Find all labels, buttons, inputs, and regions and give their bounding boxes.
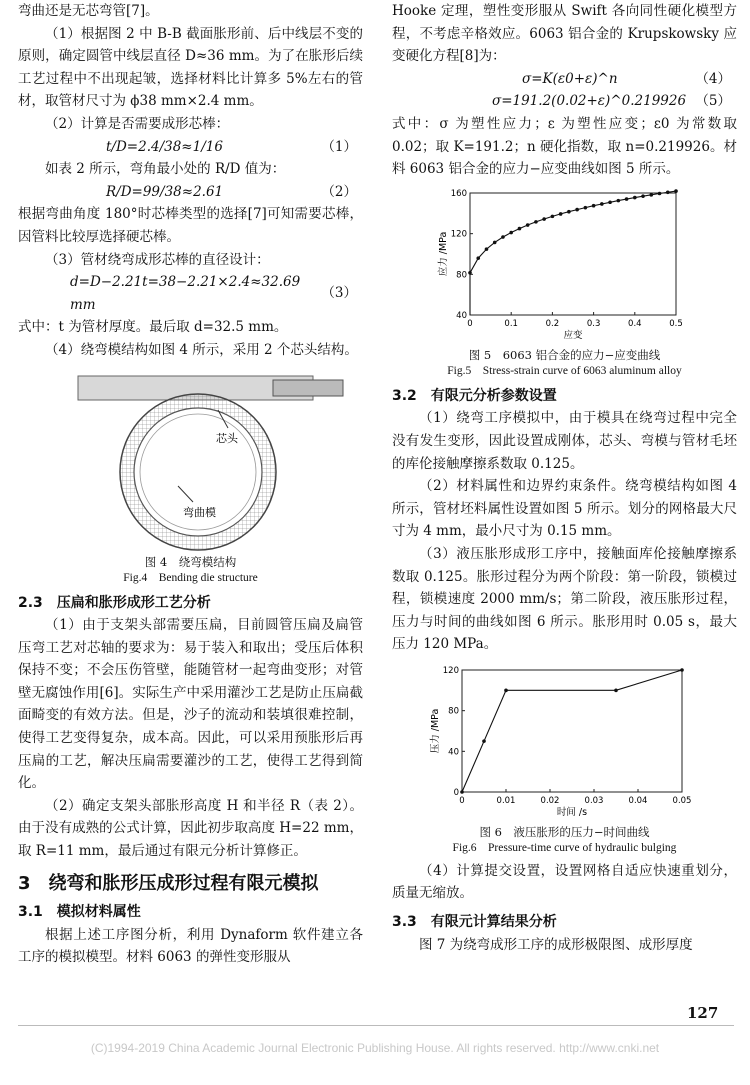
x-tick-label: 0.04 [628,795,648,806]
y-tick-label: 0 [453,787,459,798]
y-tick-label: 80 [448,706,459,717]
section-heading: 3.1 模拟材料属性 [18,904,141,921]
equation-4: σ=K(ε0+ε)^n （4） [522,70,731,87]
y-axis-label: 应力 /MPa [438,231,449,277]
data-point [584,206,588,210]
paragraph: （3）液压胀形成形工序中，接触面库伦接触摩擦系数取 0.125。胀形过程分为两个阶段：第一阶段，锁模过程，锁模速度 2000 mm/s；第二阶段，液压胀形过程，压力与时间的曲线如图 6 所示。胀形用时 0.05 s，最大压力 120 MPa。 [392,545,737,653]
y-tick-label: 120 [442,665,459,676]
paragraph: （3）管材绕弯成形芯棒的直径设计： [45,251,270,268]
data-point [674,189,678,193]
paragraph: 式中：t 为管材厚度。最后取 d=32.5 mm。 [18,319,288,336]
x-axis-label: 应变 [563,329,583,341]
data-point [509,230,513,234]
data-point [559,212,563,216]
section-heading: 3.3 有限元计算结果分析 [392,914,557,931]
y-tick-label: 40 [448,747,459,758]
plot-frame [470,193,676,315]
data-point [482,739,486,743]
page-number: 127 [687,1004,719,1022]
data-point [504,688,508,692]
data-point [608,200,612,204]
series-line [470,191,676,315]
label-bending-die: 弯曲模 [183,505,216,519]
x-axis-label: 时间 /s [556,806,588,818]
pressure-time-chart [392,664,737,824]
data-point [600,202,604,206]
figure-4-caption: 图 4 绕弯模结构 [144,554,237,569]
footer-rule [18,1025,734,1026]
section-heading: 3.2 有限元分析参数设置 [392,387,557,404]
data-point [658,191,662,195]
y-tick-label: 120 [450,229,467,240]
y-axis-label: 压力 /MPa [430,708,441,754]
figure-4 [18,372,363,554]
left-column [18,0,363,969]
data-point [680,668,684,672]
equation-2: R/D=99/38≈2.61 （2） [106,183,357,200]
label-core-head: 芯头 [216,431,238,445]
paragraph: （1）根据图 2 中 B-B 截面胀形前、后中线层不变的原则，确定圆管中线层直径 D≈36 mm。为了在胀形后续工艺过程中不出现起皱，选择材料比计算多 5%左右的管材，取管材尺寸为 ϕ38 mm×2.4 mm。 [18,25,363,110]
data-point [649,193,653,197]
paragraph: 根据弯曲角度 180°时芯棒类型的选择[7]可知需要芯棒，因管料比较厚选择硬芯棒。 [18,206,363,245]
figure-5-caption: 图 5 6063 铝合金的应力−应变曲线 [468,347,661,362]
data-point [592,204,596,208]
x-tick-label: 0.03 [584,795,604,806]
x-tick-label: 0.02 [540,795,560,806]
data-point [476,256,480,260]
equation-1: t/D=2.4/38≈1/16 （1） [106,138,357,155]
data-point [666,190,670,194]
data-point [551,214,555,218]
x-tick-label: 0.3 [586,318,601,329]
data-point [460,790,464,794]
paragraph: 如表 2 所示，弯角最小处的 R/D 值为： [45,161,286,178]
paragraph: （1）绕弯工序模拟中，由于模具在绕弯过程中完全没有发生变形，因此设置成刚体，芯头、弯模与管材毛坯的库伦接触摩擦系数取 0.125。 [392,410,737,472]
paragraph: （2）计算是否需要成形芯棒： [45,115,230,132]
figure-4-caption-en: Fig.4 Bending die structure [123,571,258,584]
paragraph: Hooke 定理，塑性变形服从 Swift 各向同性硬化模型方程，不考虑辛格效应。6063 铝合金的 Krupskowsky 应变硬化方程[8]为： [392,3,737,65]
x-tick-label: 0.2 [545,318,560,329]
x-tick-label: 0.05 [672,795,692,806]
data-point [518,227,522,231]
x-tick-label: 0 [467,318,473,329]
x-tick-label: 0.1 [504,318,518,329]
figure-5 [392,187,737,347]
data-point [617,199,621,203]
paragraph: （2）确定支架头部胀形高度 H 和半径 R（表 2）。由于没有成熟的公式计算，因此初步取高度 H=22 mm，取 R=11 mm，最后通过有限元分析计算修正。 [18,797,363,860]
data-point [493,240,497,244]
data-point [534,220,538,224]
figure-6-caption-en: Fig.6 Pressure-time curve of hydraulic bulging [452,841,677,854]
equation-5: σ=191.2(0.02+ε)^0.219926 （5） [492,93,731,110]
section-heading: 2.3 压扁和胀形成形工艺分析 [18,594,211,611]
paragraph: （4）计算提交设置，设置网格自适应快速重划分，质量无缩放。 [392,862,737,902]
data-point [614,688,618,692]
equation-3: d=D−2.21t=38−2.21×2.4≈32.69 mm （3） [70,274,357,313]
x-tick-label: 0.5 [669,318,683,329]
paragraph: 弯曲还是无芯弯管[7]。 [18,3,159,19]
data-point [633,196,637,200]
paragraph: 式中：σ 为塑性应力；ε 为塑性应变；ε0 为常数取 0.02；取 K=191.2；n 硬化指数，取 n=0.219926。材料 6063 铝合金的应力−应变曲线如图 5 所示。 [392,115,737,178]
y-tick-label: 160 [450,188,467,199]
figure-6 [392,664,737,824]
x-tick-label: 0 [459,795,465,806]
paragraph: 图 7 为绕弯成形工序的成形极限图、成形厚度 [419,936,693,953]
data-point [575,208,579,212]
x-tick-label: 0.4 [628,318,642,329]
paragraph: （4）绕弯模结构如图 4 所示，采用 2 个芯头结构。 [45,341,358,358]
data-point [542,217,546,221]
chapter-heading: 3 绕弯和胀形压成形过程有限元模拟 [18,872,319,894]
x-tick-label: 0.01 [496,795,516,806]
plot-frame [462,670,682,792]
paragraph: （2）材料属性和边界约束条件。绕弯模结构如图 4 所示，管材坯料属性设置如图 5 所示。划分的网格最大尺寸为 4 mm，最小尺寸为 0.15 mm。 [392,478,737,540]
data-point [468,271,472,275]
figure-5-caption-en: Fig.5 Stress-strain curve of 6063 aluminum alloy [447,364,682,377]
paragraph: （1）由于支架头部需要压扁，目前圆管压扁及扁管压弯工艺对芯轴的要求为：易于装入和取出；受压后体积保持不变；不会压伤管壁，能随管材一起弯曲变形；对管壁无腐蚀作用[6]。实际生产中采用灌沙工艺是防止压扁截面畸变的有效方法。但是，沙子的流动和装填很难控制，使得工艺变得复杂，成本高。因此，可以采用预胀形后再压扁的工艺，解决压扁需要灌沙的工艺，使得工艺得到简化。 [18,617,363,792]
y-tick-label: 40 [456,310,467,321]
data-point [501,235,505,239]
bending-die-drawing [18,372,363,554]
paragraph: 根据上述工序图分析，利用 Dynaform 软件建立各工序的模拟模型。材料 6063 的弹性变形服从 [18,926,363,966]
series-line [462,670,682,792]
stress-strain-chart [392,187,737,347]
data-point [625,197,629,201]
right-column [392,0,737,956]
data-point [641,194,645,198]
data-point [567,210,571,214]
copyright-footer: (C)1994-2019 China Academic Journal Electronic Publishing House. All rights reserved. http://www.cnki.net [90,1041,660,1055]
figure-6-caption: 图 6 液压胀形的压力−时间曲线 [479,824,650,839]
data-point [526,223,530,227]
y-tick-label: 80 [456,270,467,281]
data-point [485,247,489,251]
